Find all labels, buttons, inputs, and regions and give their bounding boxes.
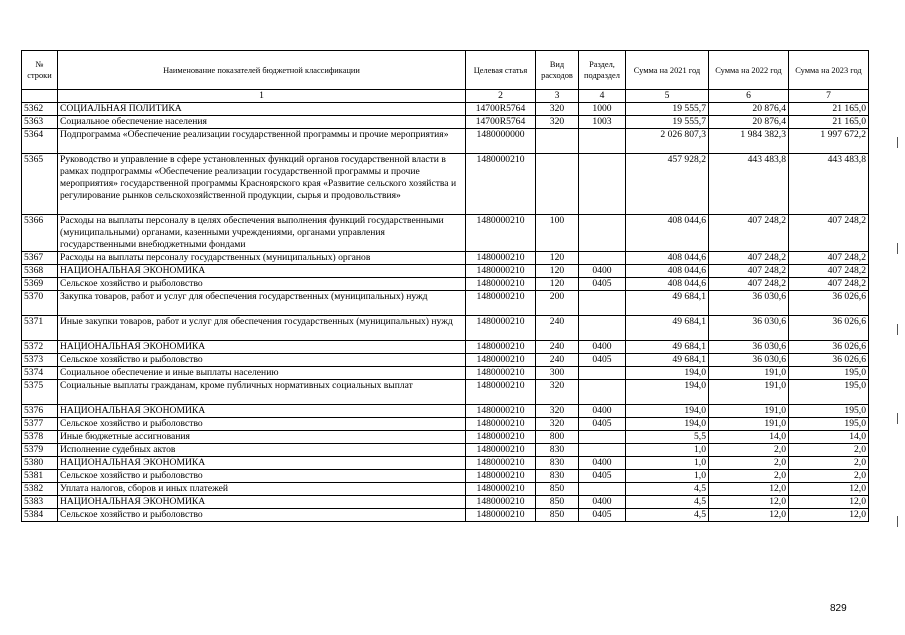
sum-2021: 49 684,1 xyxy=(626,291,709,316)
row-number: 5375 xyxy=(22,380,58,405)
target-article: 14700R5764 xyxy=(466,103,536,116)
expense-type: 100 xyxy=(536,215,579,252)
sum-2021: 408 044,6 xyxy=(626,252,709,265)
indicator-name: Руководство и управление в сфере установленных функций органов государственной власти в рамках подпрограммы «Обеспечение реализации государственной программы и прочие мероприятия» государственной программы Красноярского края «Развитие сельского хозяйства и регулирование рынков сельскохозяйственной продукции, сырья и продовольствия» xyxy=(58,154,466,215)
budget-table xyxy=(21,50,869,522)
sum-2021: 2 026 807,3 xyxy=(626,129,709,154)
target-article: 1480000210 xyxy=(466,252,536,265)
expense-type: 850 xyxy=(536,496,579,509)
sum-2021: 457 928,2 xyxy=(626,154,709,215)
sum-2021: 408 044,6 xyxy=(626,215,709,252)
indicator-name: НАЦИОНАЛЬНАЯ ЭКОНОМИКА xyxy=(58,457,466,470)
section-code xyxy=(579,483,626,496)
target-article: 1480000210 xyxy=(466,341,536,354)
sum-2023: 14,0 xyxy=(789,431,869,444)
target-article: 1480000210 xyxy=(466,291,536,316)
expense-type: 120 xyxy=(536,252,579,265)
sum-2023: 2,0 xyxy=(789,457,869,470)
header-row-number: № строки xyxy=(22,51,58,90)
section-code: 0405 xyxy=(579,418,626,431)
sum-2023: 36 026,6 xyxy=(789,291,869,316)
section-code xyxy=(579,129,626,154)
section-code xyxy=(579,444,626,457)
expense-type: 240 xyxy=(536,354,579,367)
sum-2022: 20 876,4 xyxy=(709,116,789,129)
sum-2022: 407 248,2 xyxy=(709,215,789,252)
row-number: 5362 xyxy=(22,103,58,116)
table-row xyxy=(22,215,869,252)
section-code: 0405 xyxy=(579,509,626,522)
target-article: 14700R5764 xyxy=(466,116,536,129)
target-article: 1480000210 xyxy=(466,367,536,380)
indicator-name: Сельское хозяйство и рыболовство xyxy=(58,509,466,522)
column-number: 4 xyxy=(579,90,626,103)
sum-2023: 407 248,2 xyxy=(789,265,869,278)
target-article: 1480000210 xyxy=(466,483,536,496)
sum-2022: 12,0 xyxy=(709,509,789,522)
expense-type: 300 xyxy=(536,367,579,380)
target-article: 1480000210 xyxy=(466,215,536,252)
sum-2022: 407 248,2 xyxy=(709,265,789,278)
table-row xyxy=(22,291,869,316)
row-number: 5366 xyxy=(22,215,58,252)
sum-2022: 20 876,4 xyxy=(709,103,789,116)
indicator-name: Исполнение судебных актов xyxy=(58,444,466,457)
sum-2023: 36 026,6 xyxy=(789,354,869,367)
indicator-name: Сельское хозяйство и рыболовство xyxy=(58,278,466,291)
indicator-name: Подпрограмма «Обеспечение реализации государственной программы и прочие мероприятия» xyxy=(58,129,466,154)
expense-type: 830 xyxy=(536,457,579,470)
table-row xyxy=(22,405,869,418)
margin-mark xyxy=(897,243,898,254)
header-target-article: Целевая статья xyxy=(466,51,536,90)
row-number: 5367 xyxy=(22,252,58,265)
table-row xyxy=(22,483,869,496)
expense-type: 320 xyxy=(536,103,579,116)
row-number: 5379 xyxy=(22,444,58,457)
indicator-name: Социальные выплаты гражданам, кроме публичных нормативных социальных выплат xyxy=(58,380,466,405)
indicator-name: Сельское хозяйство и рыболовство xyxy=(58,470,466,483)
target-article: 1480000210 xyxy=(466,278,536,291)
section-code: 0400 xyxy=(579,405,626,418)
table-row xyxy=(22,354,869,367)
table-row xyxy=(22,252,869,265)
row-number: 5370 xyxy=(22,291,58,316)
header-section: Раздел, подраздел xyxy=(579,51,626,90)
page-number: 829 xyxy=(830,603,847,614)
expense-type: 320 xyxy=(536,418,579,431)
row-number: 5378 xyxy=(22,431,58,444)
section-code: 0400 xyxy=(579,457,626,470)
row-number: 5372 xyxy=(22,341,58,354)
sum-2022: 2,0 xyxy=(709,470,789,483)
margin-mark xyxy=(897,324,898,335)
expense-type: 320 xyxy=(536,380,579,405)
column-number-row xyxy=(22,90,869,103)
section-code xyxy=(579,154,626,215)
indicator-name: Уплата налогов, сборов и иных платежей xyxy=(58,483,466,496)
expense-type: 120 xyxy=(536,265,579,278)
sum-2022: 14,0 xyxy=(709,431,789,444)
indicator-name: НАЦИОНАЛЬНАЯ ЭКОНОМИКА xyxy=(58,496,466,509)
sum-2021: 194,0 xyxy=(626,405,709,418)
target-article: 1480000210 xyxy=(466,354,536,367)
header-expense-type: Вид расходов xyxy=(536,51,579,90)
expense-type: 320 xyxy=(536,116,579,129)
table-row xyxy=(22,496,869,509)
section-code: 1003 xyxy=(579,116,626,129)
sum-2022: 407 248,2 xyxy=(709,278,789,291)
sum-2023: 36 026,6 xyxy=(789,316,869,341)
table-row xyxy=(22,116,869,129)
table-row xyxy=(22,470,869,483)
row-number: 5368 xyxy=(22,265,58,278)
indicator-name: Иные бюджетные ассигнования xyxy=(58,431,466,444)
margin-mark xyxy=(897,137,898,148)
sum-2021: 1,0 xyxy=(626,470,709,483)
indicator-name: Социальное обеспечение и иные выплаты населению xyxy=(58,367,466,380)
sum-2022: 2,0 xyxy=(709,457,789,470)
sum-2023: 2,0 xyxy=(789,470,869,483)
target-article: 1480000000 xyxy=(466,129,536,154)
expense-type: 200 xyxy=(536,291,579,316)
sum-2022: 12,0 xyxy=(709,483,789,496)
expense-type: 120 xyxy=(536,278,579,291)
expense-type: 240 xyxy=(536,341,579,354)
row-number: 5376 xyxy=(22,405,58,418)
sum-2022: 36 030,6 xyxy=(709,316,789,341)
sum-2022: 1 984 382,3 xyxy=(709,129,789,154)
section-code: 0405 xyxy=(579,470,626,483)
sum-2023: 12,0 xyxy=(789,483,869,496)
header-name: Наименование показателей бюджетной классификации xyxy=(58,51,466,90)
sum-2021: 49 684,1 xyxy=(626,316,709,341)
indicator-name: Сельское хозяйство и рыболовство xyxy=(58,354,466,367)
row-number: 5364 xyxy=(22,129,58,154)
header-sum-2022: Сумма на 2022 год xyxy=(709,51,789,90)
sum-2022: 443 483,8 xyxy=(709,154,789,215)
row-number: 5381 xyxy=(22,470,58,483)
table-row xyxy=(22,380,869,405)
expense-type xyxy=(536,129,579,154)
sum-2023: 195,0 xyxy=(789,380,869,405)
sum-2022: 191,0 xyxy=(709,418,789,431)
section-code xyxy=(579,380,626,405)
table-row xyxy=(22,444,869,457)
row-number: 5377 xyxy=(22,418,58,431)
expense-type: 320 xyxy=(536,405,579,418)
section-code: 0400 xyxy=(579,341,626,354)
table-row xyxy=(22,278,869,291)
section-code xyxy=(579,291,626,316)
sum-2023: 407 248,2 xyxy=(789,252,869,265)
sum-2021: 19 555,7 xyxy=(626,116,709,129)
expense-type: 800 xyxy=(536,431,579,444)
margin-mark xyxy=(897,413,898,424)
indicator-name: НАЦИОНАЛЬНАЯ ЭКОНОМИКА xyxy=(58,405,466,418)
expense-type: 850 xyxy=(536,483,579,496)
column-number: 3 xyxy=(536,90,579,103)
table-row xyxy=(22,367,869,380)
sum-2022: 2,0 xyxy=(709,444,789,457)
header-sum-2021: Сумма на 2021 год xyxy=(626,51,709,90)
column-number: 7 xyxy=(789,90,869,103)
indicator-name: НАЦИОНАЛЬНАЯ ЭКОНОМИКА xyxy=(58,341,466,354)
sum-2021: 4,5 xyxy=(626,496,709,509)
indicator-name: Расходы на выплаты персоналу государственных (муниципальных) органов xyxy=(58,252,466,265)
target-article: 1480000210 xyxy=(466,265,536,278)
header-sum-2023: Сумма на 2023 год xyxy=(789,51,869,90)
sum-2021: 194,0 xyxy=(626,380,709,405)
table-body xyxy=(22,103,869,522)
section-code xyxy=(579,431,626,444)
row-number: 5384 xyxy=(22,509,58,522)
sum-2022: 36 030,6 xyxy=(709,354,789,367)
sum-2022: 407 248,2 xyxy=(709,252,789,265)
row-number: 5383 xyxy=(22,496,58,509)
section-code xyxy=(579,367,626,380)
target-article: 1480000210 xyxy=(466,316,536,341)
row-number: 5382 xyxy=(22,483,58,496)
column-number: 6 xyxy=(709,90,789,103)
target-article: 1480000210 xyxy=(466,431,536,444)
row-number: 5363 xyxy=(22,116,58,129)
table-row xyxy=(22,341,869,354)
sum-2021: 4,5 xyxy=(626,483,709,496)
sum-2023: 21 165,0 xyxy=(789,103,869,116)
sum-2023: 21 165,0 xyxy=(789,116,869,129)
sum-2021: 19 555,7 xyxy=(626,103,709,116)
table-row xyxy=(22,103,869,116)
sum-2021: 49 684,1 xyxy=(626,354,709,367)
expense-type: 240 xyxy=(536,316,579,341)
sum-2022: 36 030,6 xyxy=(709,291,789,316)
sum-2021: 1,0 xyxy=(626,444,709,457)
row-number: 5369 xyxy=(22,278,58,291)
sum-2022: 191,0 xyxy=(709,367,789,380)
target-article: 1480000210 xyxy=(466,380,536,405)
target-article: 1480000210 xyxy=(466,470,536,483)
table-row xyxy=(22,509,869,522)
table-row xyxy=(22,457,869,470)
sum-2023: 36 026,6 xyxy=(789,341,869,354)
sum-2023: 407 248,2 xyxy=(789,278,869,291)
section-code: 0405 xyxy=(579,354,626,367)
indicator-name: Социальное обеспечение населения xyxy=(58,116,466,129)
column-number: 5 xyxy=(626,90,709,103)
table-row xyxy=(22,316,869,341)
sum-2023: 443 483,8 xyxy=(789,154,869,215)
indicator-name: Иные закупки товаров, работ и услуг для обеспечения государственных (муниципальных) нужд xyxy=(58,316,466,341)
indicator-name: НАЦИОНАЛЬНАЯ ЭКОНОМИКА xyxy=(58,265,466,278)
sum-2022: 191,0 xyxy=(709,405,789,418)
target-article: 1480000210 xyxy=(466,418,536,431)
expense-type: 850 xyxy=(536,509,579,522)
target-article: 1480000210 xyxy=(466,496,536,509)
table-row xyxy=(22,418,869,431)
expense-type xyxy=(536,154,579,215)
section-code: 0405 xyxy=(579,278,626,291)
sum-2021: 194,0 xyxy=(626,418,709,431)
row-number: 5380 xyxy=(22,457,58,470)
section-code: 0400 xyxy=(579,265,626,278)
sum-2021: 194,0 xyxy=(626,367,709,380)
row-number: 5371 xyxy=(22,316,58,341)
sum-2023: 2,0 xyxy=(789,444,869,457)
expense-type: 830 xyxy=(536,444,579,457)
table-row xyxy=(22,154,869,215)
sum-2022: 191,0 xyxy=(709,380,789,405)
sum-2023: 12,0 xyxy=(789,509,869,522)
target-article: 1480000210 xyxy=(466,154,536,215)
column-number: 1 xyxy=(58,90,466,103)
sum-2023: 407 248,2 xyxy=(789,215,869,252)
section-code: 0400 xyxy=(579,496,626,509)
sum-2021: 408 044,6 xyxy=(626,278,709,291)
sum-2023: 1 997 672,2 xyxy=(789,129,869,154)
indicator-name: СОЦИАЛЬНАЯ ПОЛИТИКА xyxy=(58,103,466,116)
table-row xyxy=(22,431,869,444)
column-number: 2 xyxy=(466,90,536,103)
header-row xyxy=(22,51,869,90)
sum-2022: 36 030,6 xyxy=(709,341,789,354)
sum-2022: 12,0 xyxy=(709,496,789,509)
row-number: 5373 xyxy=(22,354,58,367)
target-article: 1480000210 xyxy=(466,457,536,470)
target-article: 1480000210 xyxy=(466,509,536,522)
target-article: 1480000210 xyxy=(466,444,536,457)
table-row xyxy=(22,129,869,154)
sum-2021: 49 684,1 xyxy=(626,341,709,354)
sum-2021: 408 044,6 xyxy=(626,265,709,278)
indicator-name: Сельское хозяйство и рыболовство xyxy=(58,418,466,431)
sum-2021: 1,0 xyxy=(626,457,709,470)
column-number xyxy=(22,90,58,103)
sum-2023: 195,0 xyxy=(789,405,869,418)
indicator-name: Закупка товаров, работ и услуг для обеспечения государственных (муниципальных) нужд xyxy=(58,291,466,316)
section-code: 1000 xyxy=(579,103,626,116)
sum-2021: 5,5 xyxy=(626,431,709,444)
expense-type: 830 xyxy=(536,470,579,483)
section-code xyxy=(579,252,626,265)
sum-2023: 195,0 xyxy=(789,367,869,380)
target-article: 1480000210 xyxy=(466,405,536,418)
sum-2021: 4,5 xyxy=(626,509,709,522)
row-number: 5365 xyxy=(22,154,58,215)
table-row xyxy=(22,265,869,278)
margin-mark xyxy=(897,516,898,527)
sum-2023: 195,0 xyxy=(789,418,869,431)
indicator-name: Расходы на выплаты персоналу в целях обеспечения выполнения функций государственными (муниципальными) органами, казенными учреждениями, органами управления государственными внебюджетными фондами xyxy=(58,215,466,252)
section-code xyxy=(579,215,626,252)
sum-2023: 12,0 xyxy=(789,496,869,509)
section-code xyxy=(579,316,626,341)
row-number: 5374 xyxy=(22,367,58,380)
